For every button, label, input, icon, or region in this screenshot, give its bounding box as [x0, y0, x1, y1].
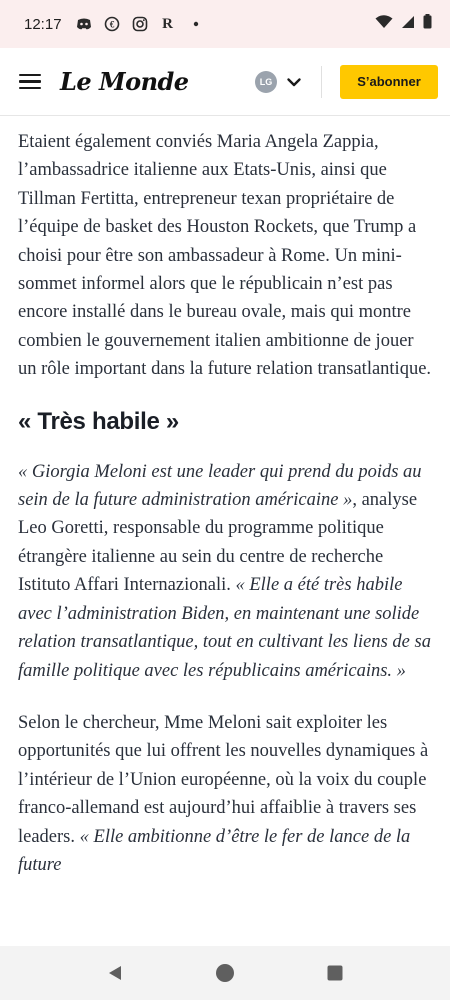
- r-icon: R: [162, 15, 173, 32]
- hamburger-menu-icon[interactable]: [18, 70, 42, 94]
- status-time: 12:17: [24, 15, 62, 33]
- instagram-icon: [132, 16, 148, 32]
- recents-icon[interactable]: [320, 958, 350, 988]
- le-monde-logo[interactable]: Le Monde: [60, 67, 189, 96]
- article-body: [18, 128, 436, 946]
- system-navigation-bar: [0, 946, 450, 1000]
- site-header: [0, 48, 450, 116]
- back-icon[interactable]: [100, 958, 130, 988]
- section-heading: « Très habile »: [18, 407, 179, 435]
- article-paragraph: [18, 709, 436, 879]
- status-bar: [0, 0, 450, 48]
- user-avatar[interactable]: LG: [255, 71, 277, 93]
- paragraph-text: , analyse Leo Goretti, responsable du programme politique étrangère italienne au sein du centre de recherche Istituto Affari Internazionali.: [18, 490, 418, 596]
- chevron-down-icon[interactable]: [285, 73, 303, 91]
- subscribe-button[interactable]: S’abonner: [340, 65, 438, 99]
- status-system-icons: [375, 14, 432, 34]
- status-notification-icons: [76, 16, 204, 32]
- discord-icon: [76, 16, 92, 32]
- copyright-icon: [104, 16, 120, 32]
- header-divider: [321, 66, 322, 98]
- header-actions: [255, 65, 438, 99]
- article-paragraph: [18, 458, 436, 685]
- wifi-icon: [375, 15, 393, 34]
- home-icon[interactable]: [210, 958, 240, 988]
- article-paragraph: Etaient également conviés Maria Angela Zappia, l’ambassadrice italienne aux Etats-Unis, ainsi que Tillman Fertitta, entrepreneur texan propriétaire de l’équipe de basket des Houston Rockets, que Trump a choisi pour être son ambassadeur à Rome. Un mini-sommet informel alors que le républicain n’est pas encore installé dans le bureau ovale, mais qui montre combien le gouvernement italien ambitionne de jouer un rôle important dans la future relation transatlantique.: [18, 132, 432, 380]
- paragraph-text: Selon le chercheur, Mme Meloni sait exploiter les opportunités que lui offrent les nouvelles dynamiques à l’intérieur de l’Union européenne, où la voix du couple franco-allemand est aujourd’hui affaiblie à travers ses leaders.: [18, 712, 429, 847]
- quote-text: « Elle a été très habile avec l’administration Biden, en maintenant une solide relation transatlantique, tout en cultivant les liens de sa famille politique avec les républicains américains. »: [18, 575, 431, 681]
- quote-text: « Elle ambitionne d’être le fer de lance de la future: [18, 826, 411, 875]
- signal-icon: [401, 15, 415, 34]
- dot-icon: [188, 16, 204, 32]
- svg-text:€: €: [109, 19, 114, 30]
- quote-text: « Giorgia Meloni est une leader qui prend du poids au sein de la future administration américaine »: [18, 461, 422, 511]
- battery-icon: [423, 14, 432, 34]
